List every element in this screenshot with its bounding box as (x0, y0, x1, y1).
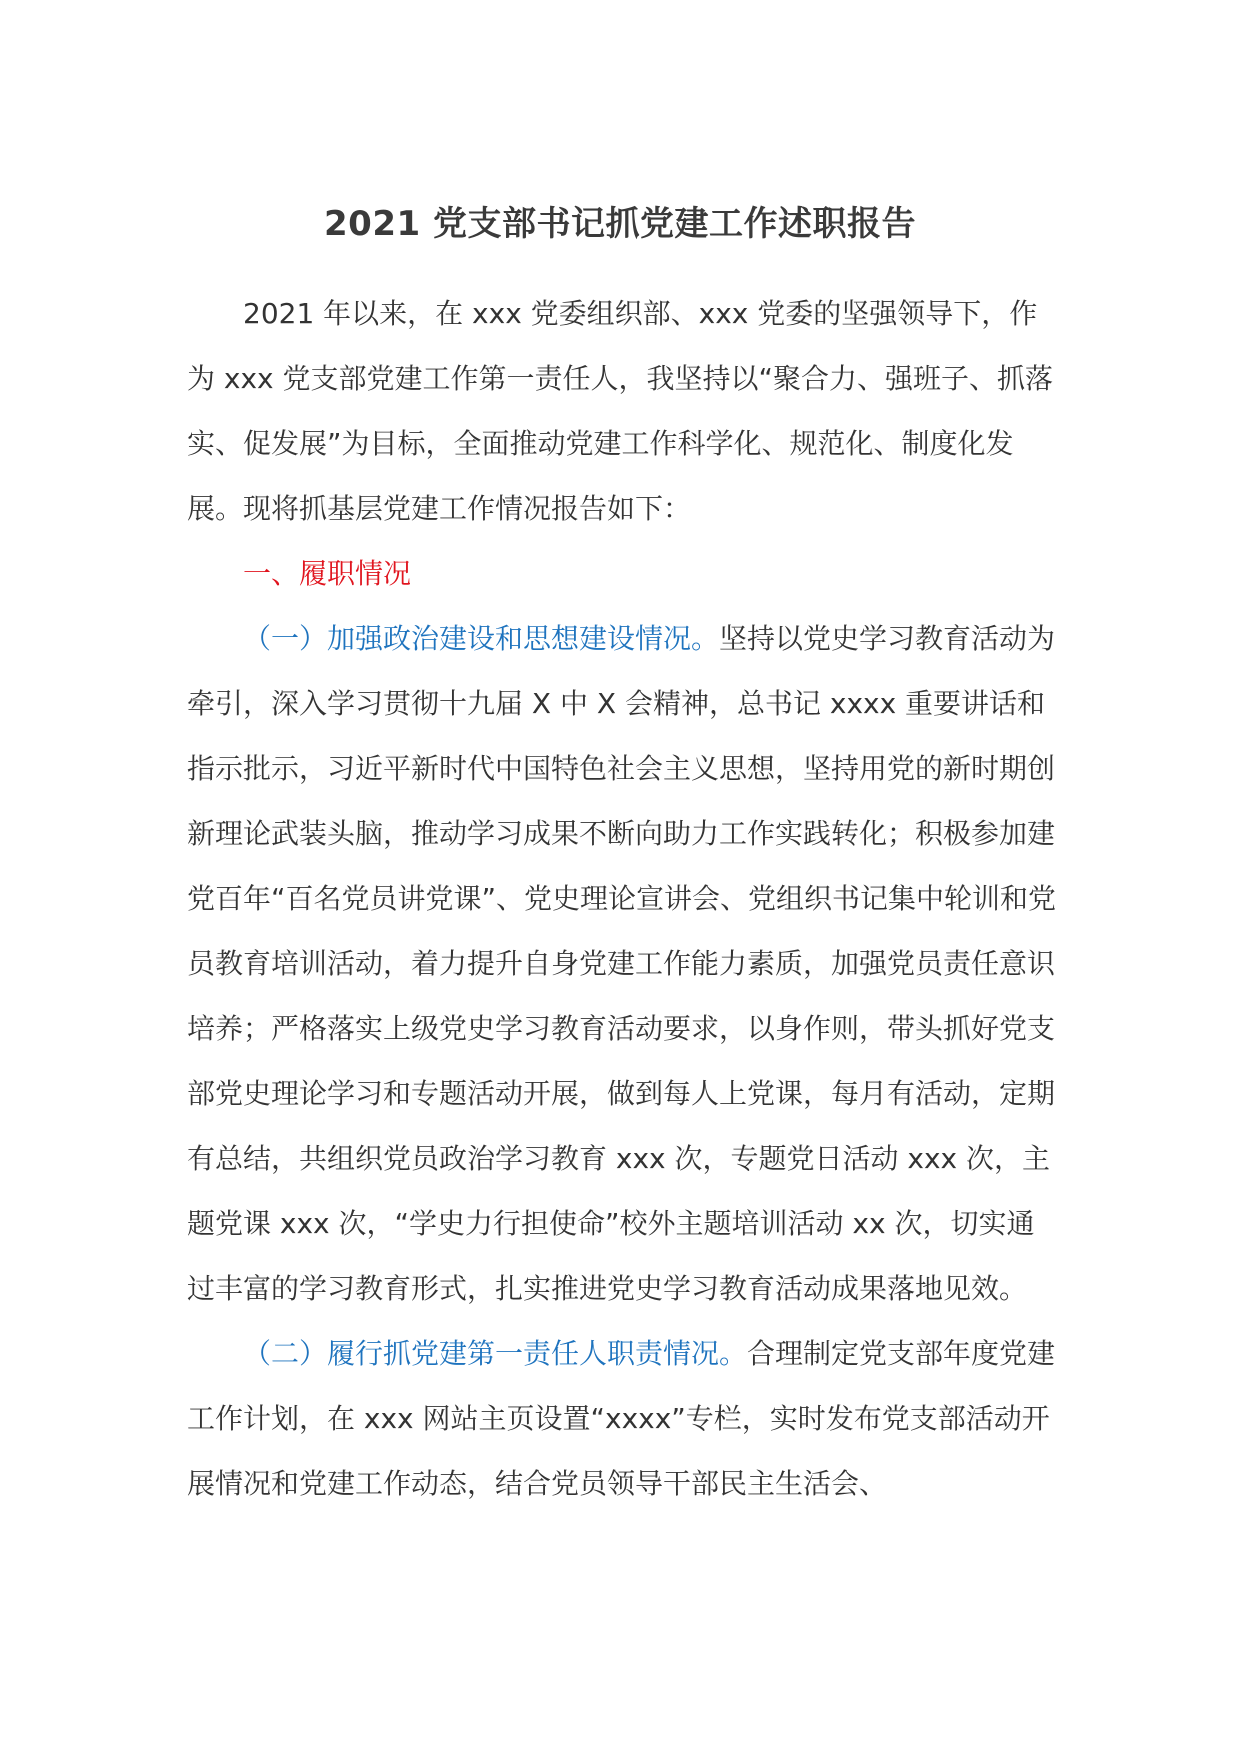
intro-paragraph (187, 281, 1057, 541)
subsection-2-paragraph (187, 1321, 1057, 1516)
subsection-2-heading: （二）履行抓党建第一责任人职责情况。 (243, 1337, 748, 1370)
document-body (187, 281, 1057, 1516)
intro-text: 2021 年以来，在 xxx 党委组织部、xxx 党委的坚强领导下，作为 xxx 党支部党建工作第一责任人，我坚持以“聚合力、强班子、抓落实、促发展”为目标，全面推动党建工作科学化、规范化、制度化发展。现将抓基层党建工作情况报告如下： (187, 297, 1054, 525)
subsection-1-text: 坚持以党史学习教育活动为牵引，深入学习贯彻十九届 X 中 X 会精神，总书记 xxxx 重要讲话和指示批示，习近平新时代中国特色社会主义思想，坚持用党的新时期创新理论武装头脑，推动学习成果不断向助力工作实践转化；积极参加建党百年“百名党员讲党课”、党史理论宣讲会、党组织书记集中轮训和党员教育培训活动，着力提升自身党建工作能力素质，加强党员责任意识培养；严格落实上级党史学习教育活动要求，以身作则，带头抓好党支部党史理论学习和专题活动开展，做到每人上党课，每月有活动，定期有总结，共组织党员政治学习教育 xxx 次，专题党日活动 xxx 次，主题党课 xxx 次，“学史力行担使命”校外主题培训活动 xx 次，切实通过丰富的学习教育形式，扎实推进党史学习教育活动成果落地见效。 (187, 622, 1057, 1305)
subsection-1-heading: （一）加强政治建设和思想建设情况。 (243, 622, 720, 655)
subsection-1-paragraph (187, 606, 1057, 1321)
section-1-heading: 一、履职情况 (243, 557, 412, 590)
document-title: 2021 党支部书记抓党建工作述职报告 (324, 204, 916, 244)
subsection-2-text: 合理制定党支部年度党建工作计划，在 xxx 网站主页设置“xxxx”专栏，实时发布党支部活动开展情况和党建工作动态，结合党员领导干部民主生活会、 (187, 1337, 1056, 1500)
section-1-paragraph (187, 541, 1057, 606)
